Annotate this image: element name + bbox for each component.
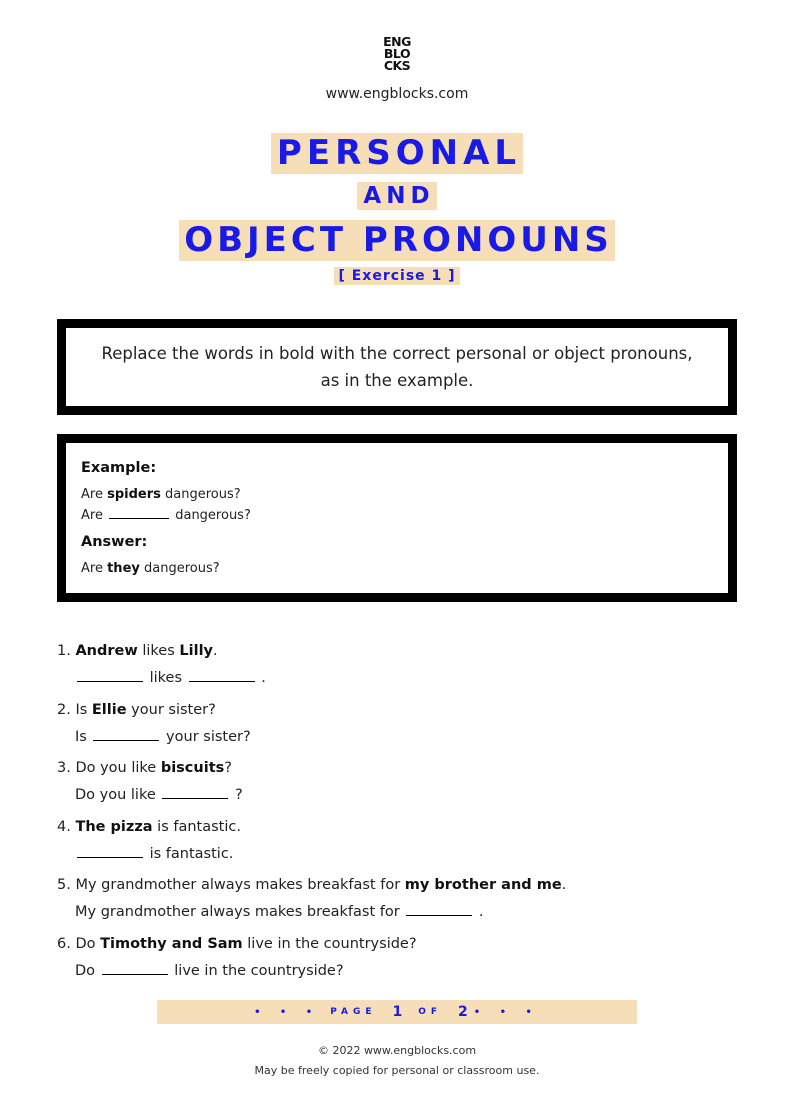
answer-blank: [102, 963, 168, 975]
question-item: [57, 814, 737, 873]
pager-dots-right: • • •: [473, 1006, 540, 1018]
bold-term: Timothy and Sam: [100, 935, 243, 952]
page-indicator: [157, 1000, 637, 1024]
exercise-label-wrap: [0, 267, 794, 285]
title-and: AND: [357, 182, 436, 210]
question-item: [57, 872, 737, 931]
question-text: is fantastic.: [152, 818, 241, 835]
question-number: 6.: [57, 935, 71, 952]
example-heading: Example:: [81, 460, 157, 476]
question-text: ?: [230, 787, 243, 804]
question-text: is fantastic.: [145, 845, 234, 862]
question-item: [57, 697, 737, 756]
pager-word-of: OF: [418, 1007, 443, 1017]
question-line: [57, 899, 737, 926]
question-text: Do: [75, 962, 100, 979]
example-blank-line: [81, 505, 713, 526]
example-question: [81, 484, 713, 505]
site-url[interactable]: www.engblocks.com: [325, 86, 469, 102]
answer-blank: [406, 904, 472, 916]
question-text: live in the countryside?: [242, 935, 417, 952]
bold-term: The pizza: [75, 818, 153, 835]
question-line: [57, 931, 737, 958]
question-number: 3.: [57, 760, 71, 777]
bold-term: Lilly: [179, 643, 214, 659]
example-blank: [109, 507, 169, 519]
answer-blank: [77, 670, 143, 682]
example-question-bold: spiders: [107, 487, 161, 502]
bold-term: Andrew: [75, 643, 138, 659]
title-line-1-wrap: [0, 133, 794, 174]
answer-blank: [77, 846, 143, 858]
question-text: .: [474, 904, 484, 921]
title-line-3-wrap: [0, 220, 794, 261]
engblocks-logo: [0, 36, 794, 72]
title-line-2-wrap: [0, 182, 794, 210]
example-question-post: dangerous?: [160, 487, 241, 502]
question-line: [57, 755, 737, 782]
question-list: [57, 638, 737, 990]
question-item: [57, 755, 737, 814]
question-number: 4.: [57, 818, 71, 835]
pager-dots-left: • • •: [254, 1006, 321, 1018]
question-text: likes: [137, 643, 180, 659]
question-text: likes: [145, 670, 187, 686]
pager-current: 1: [392, 1004, 403, 1020]
question-text: Is: [75, 728, 92, 745]
example-answer-pre: Are: [81, 561, 108, 576]
question-text: Is: [75, 701, 92, 718]
question-text: live in the countryside?: [169, 962, 344, 979]
answer-blank: [93, 729, 159, 741]
question-text: .: [213, 643, 218, 659]
question-item: [57, 931, 737, 990]
question-text: My grandmother always makes breakfast for: [75, 877, 405, 894]
example-blank-post: dangerous?: [171, 508, 251, 523]
instructions-line-2: as in the example.: [320, 371, 474, 390]
question-text: Do you like: [75, 760, 161, 777]
question-number: 5.: [57, 877, 71, 894]
bold-term: Ellie: [91, 701, 127, 718]
instructions-text: [102, 340, 693, 394]
example-blank-pre: Are: [81, 508, 108, 523]
question-text: ?: [224, 760, 232, 777]
question-number: 1.: [57, 643, 71, 659]
logo-line-1: ENG: [383, 34, 411, 49]
example-answer: [81, 558, 713, 579]
example-question-pre: Are: [81, 487, 108, 502]
question-line: [57, 958, 737, 985]
question-text: .: [561, 877, 567, 894]
question-line: [57, 697, 737, 724]
pager-total: 2: [458, 1004, 468, 1020]
exercise-label: [ Exercise 1 ]: [334, 267, 459, 285]
question-text: Do you like: [75, 787, 161, 804]
logo-line-3: CKS: [383, 58, 411, 73]
logo-line-2: BLO: [383, 46, 411, 61]
bold-term: my brother and me: [404, 877, 562, 894]
question-number: 2.: [57, 701, 71, 718]
question-text: your sister?: [161, 728, 251, 745]
title-object-pronouns: OBJECT PRONOUNS: [179, 220, 615, 261]
question-text: Do: [75, 935, 101, 952]
question-line: [57, 638, 737, 665]
question-line: [57, 841, 737, 868]
question-line: [57, 872, 737, 899]
question-text: My grandmother always makes breakfast for: [75, 904, 405, 921]
question-line: [57, 814, 737, 841]
question-text: .: [256, 670, 266, 686]
title-personal: PERSONAL: [271, 133, 523, 174]
question-text: your sister?: [126, 701, 216, 718]
footer-note: May be freely copied for personal or classroom use.: [254, 1064, 540, 1077]
instructions-box: [57, 319, 737, 415]
answer-blank: [162, 787, 228, 799]
pager-word-page: PAGE: [330, 1007, 377, 1017]
footer-copyright: © 2022 www.engblocks.com: [317, 1044, 477, 1057]
answer-blank: [189, 670, 255, 682]
example-answer-post: dangerous?: [139, 561, 220, 576]
instructions-line-1: Replace the words in bold with the correct personal or object pronouns,: [101, 344, 693, 363]
question-line: [57, 724, 737, 751]
answer-heading: Answer:: [81, 534, 148, 550]
bold-term: biscuits: [160, 760, 225, 777]
example-box: [57, 434, 737, 602]
question-line: [57, 782, 737, 809]
question-line: [57, 665, 737, 692]
example-answer-bold: they: [107, 561, 140, 576]
question-item: [57, 638, 737, 697]
